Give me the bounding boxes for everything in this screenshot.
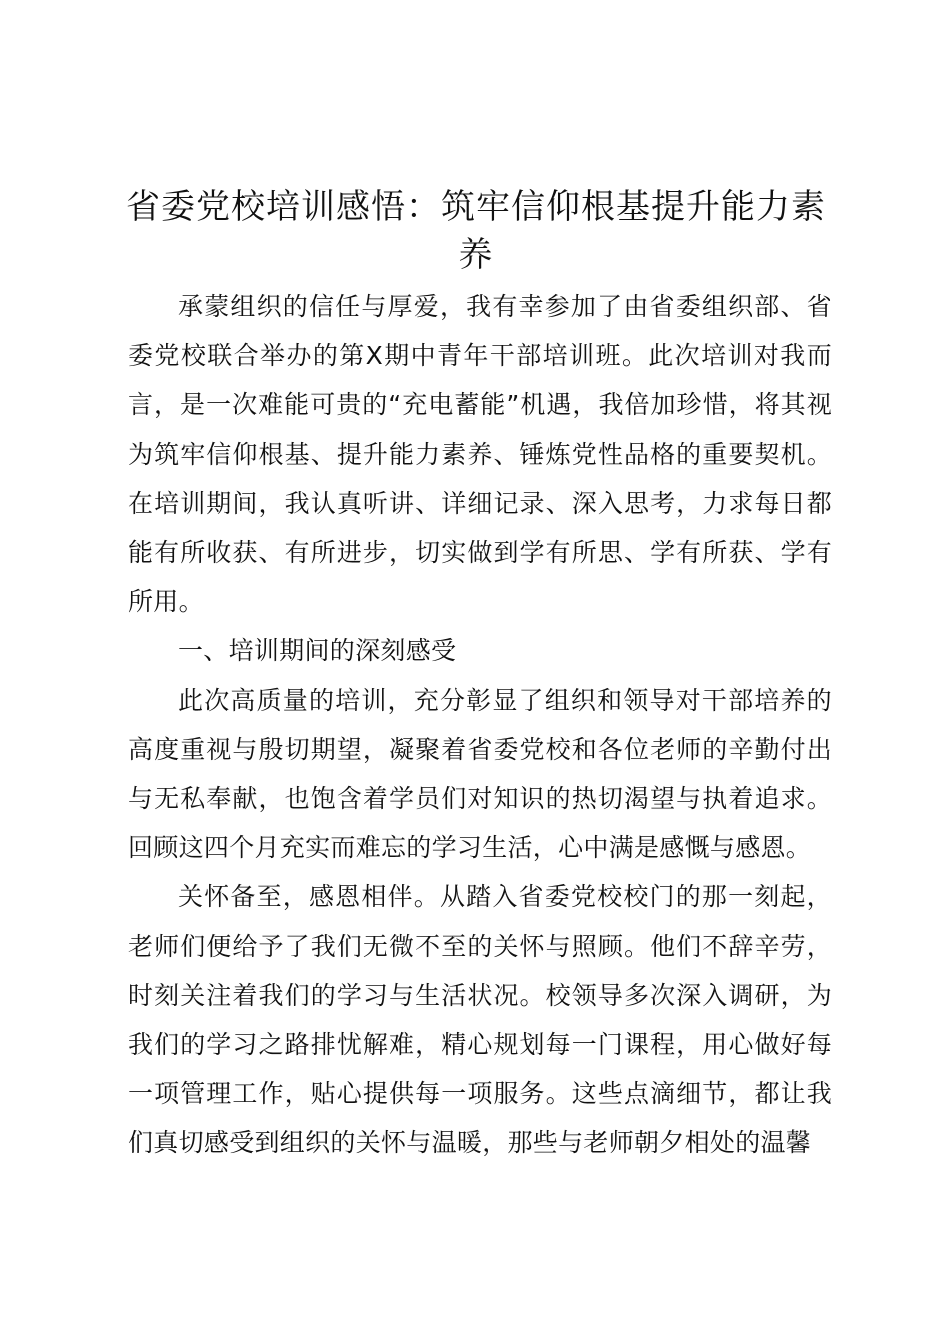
care-paragraph: 关怀备至，感恩相伴。从踏入省委党校校门的那一刻起，老师们便给予了我们无微不至的关怀与照顾。他们不辞辛劳，时刻关注着我们的学习与生活状况。校领导多次深入调研，为我们的学习之路排忧解难，精心规划每一门课程，用心做好每一项管理工作，贴心提供每一项服务。这些点滴细节，都让我们真切感受到组织的关怀与温暖，那些与老师朝夕相处的温馨 xyxy=(128,882,832,1158)
section-heading: 一、培训期间的深刻感受 xyxy=(178,636,457,666)
feeling-paragraph: 此次高质量的培训，充分彰显了组织和领导对干部培养的高度重视与殷切期望，凝聚着省委党校和各位老师的辛勤付出与无私奉献，也饱含着学员们对知识的热切渴望与执着追求。回顾这四个月充实而难忘的学习生活，心中满是感慨与感恩。 xyxy=(128,685,832,863)
document-body xyxy=(128,282,832,1168)
intro-paragraph: 承蒙组织的信任与厚爱，我有幸参加了由省委组织部、省委党校联合举办的第X期中青年干部培训班。此次培训对我而言，是一次难能可贵的“充电蓄能”机遇，我倍加珍惜，将其视为筑牢信仰根基、提升能力素养、锤炼党性品格的重要契机。在培训期间，我认真听讲、详细记录、深入思考，力求每日都能有所收获、有所进步，切实做到学有所思、学有所获、学有所用。 xyxy=(128,292,832,617)
document-title: 省委党校培训感悟：筑牢信仰根基提升能力素养 xyxy=(126,187,826,275)
